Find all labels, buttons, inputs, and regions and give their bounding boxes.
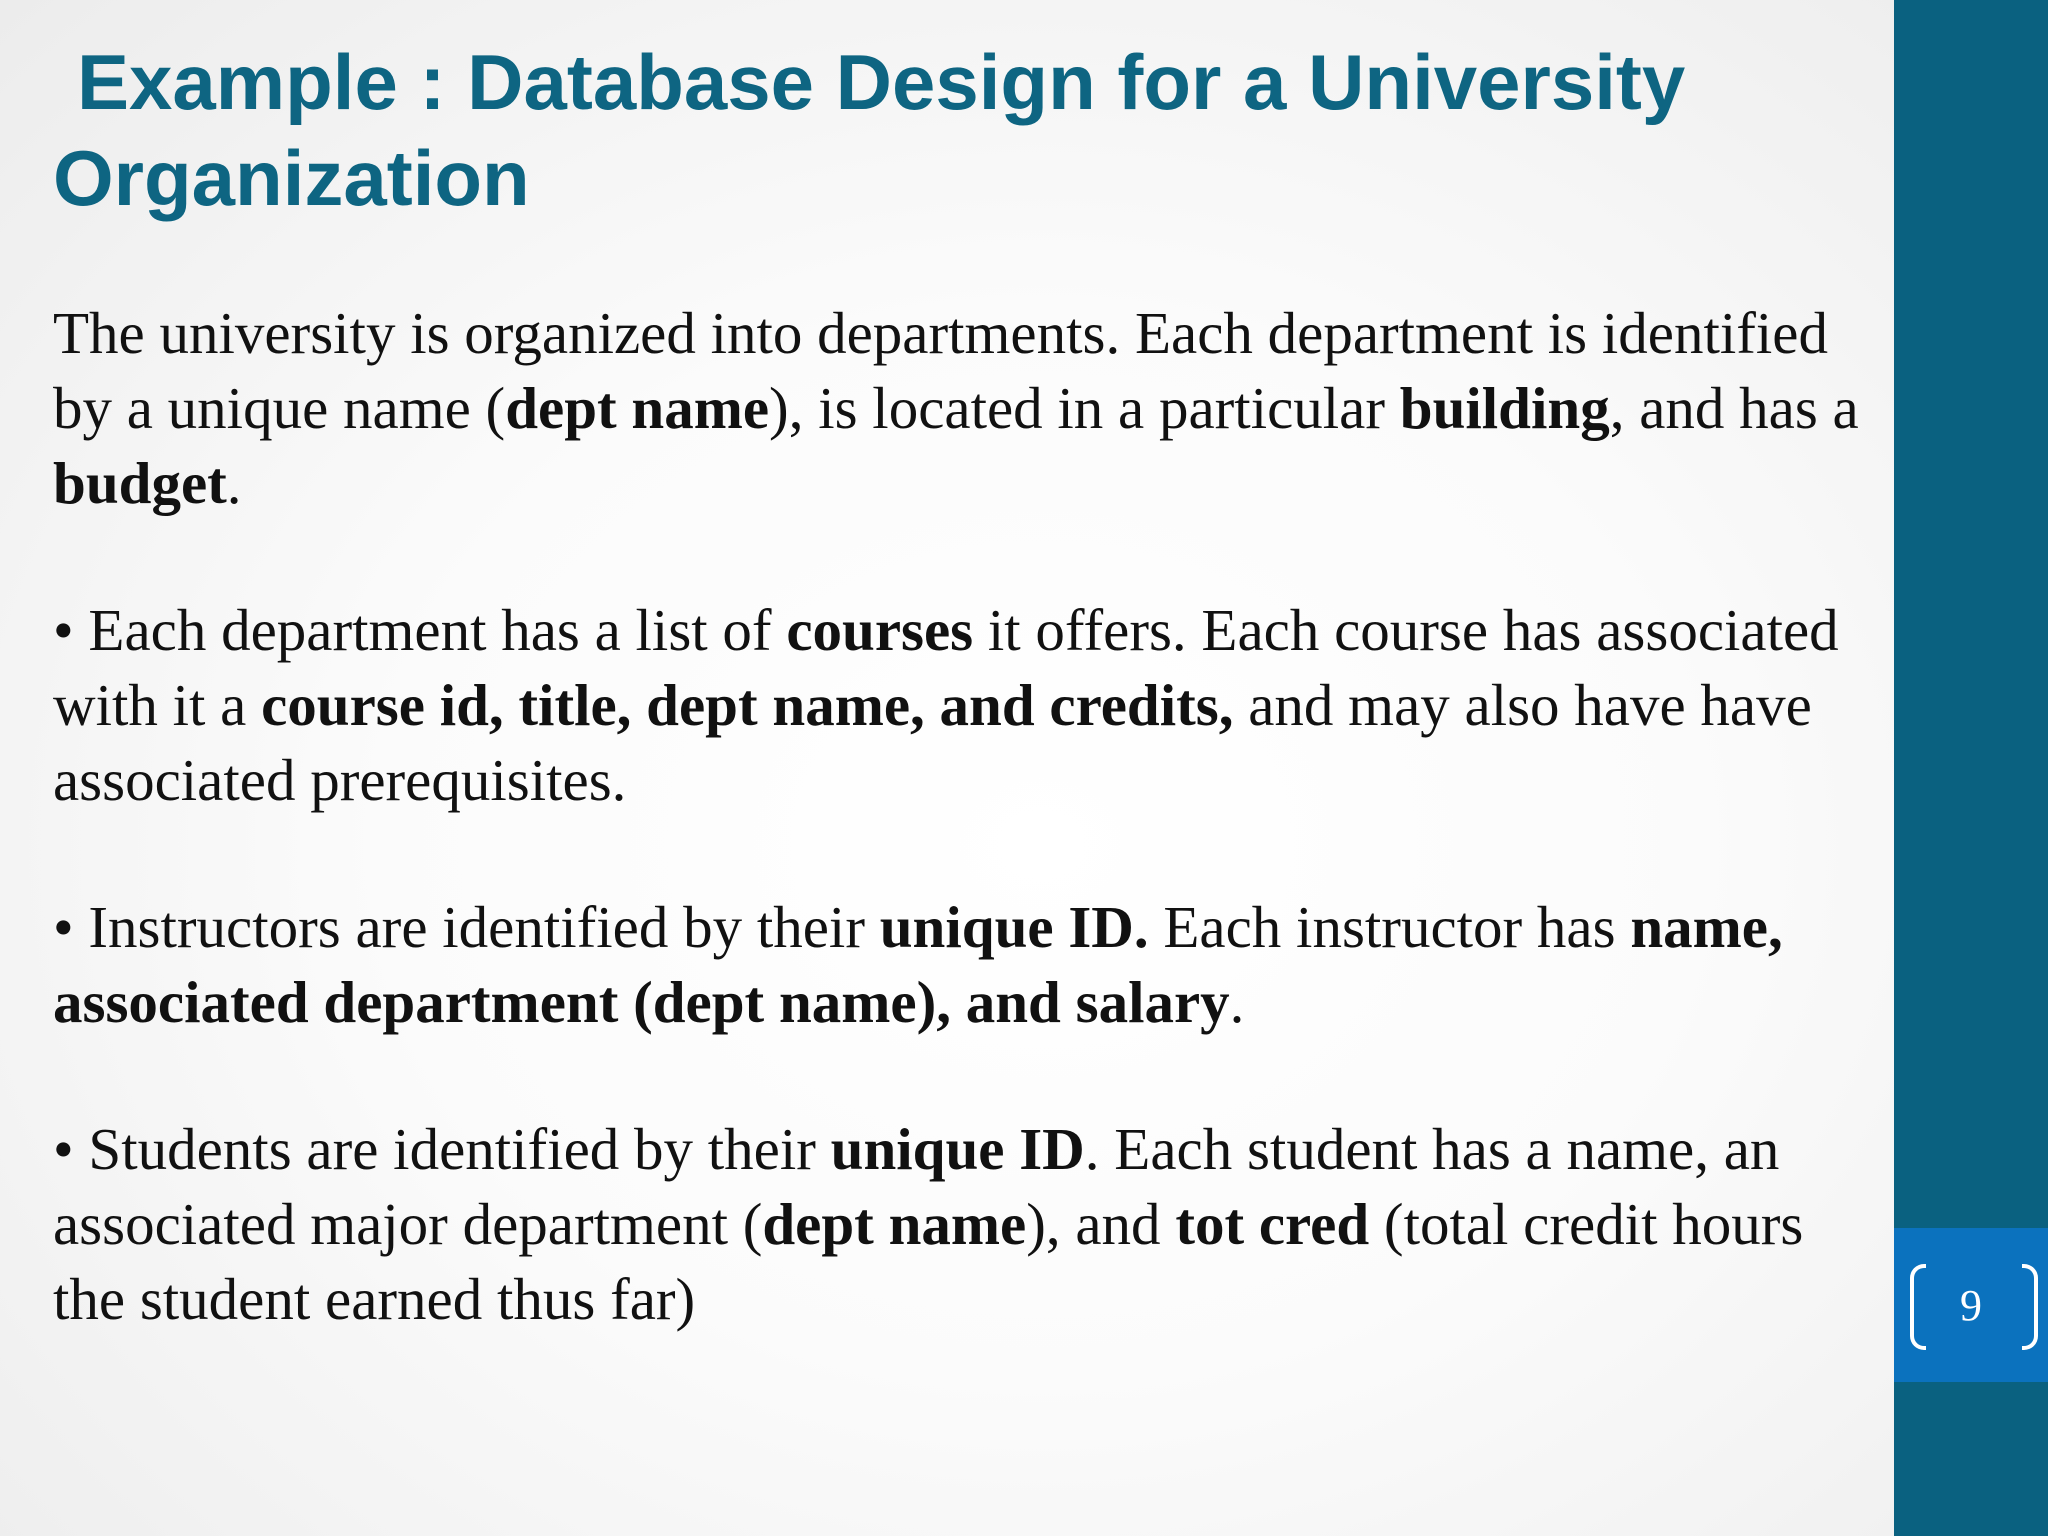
slide-body (53, 296, 1883, 1337)
right-bracket-icon (2022, 1264, 2038, 1350)
text-run: Each instructor has (1148, 894, 1631, 960)
text-run: , and has a (1609, 375, 1859, 441)
bold-term-unique-id: unique ID (830, 1116, 1085, 1182)
text-run: The university is organized into departments. Each department is identified by a unique name ( (53, 300, 1828, 441)
bullet-marker: • (53, 894, 74, 960)
bullet-instructors (53, 890, 1883, 1040)
bold-term-tot-cred: tot cred (1175, 1191, 1370, 1257)
slide-title-line-2: Organization (53, 134, 530, 222)
bold-term-dept-name: dept name (762, 1191, 1027, 1257)
bold-term-unique-id: unique ID. (879, 894, 1149, 960)
bold-term-building: building (1399, 375, 1610, 441)
slide-title (53, 34, 1873, 226)
bold-term-budget: budget (53, 450, 227, 516)
page-number: 9 (1960, 1281, 1982, 1330)
bullet-courses (53, 593, 1883, 818)
text-run: . (1229, 969, 1245, 1035)
paragraph-departments (53, 296, 1883, 521)
bullet-marker: • (53, 1116, 74, 1182)
text-run: and may also have have associated prerequisites. (53, 672, 1812, 813)
bold-term-course-attributes: course id, title, dept name, and credits, (261, 672, 1234, 738)
bullet-students (53, 1112, 1883, 1337)
text-run: it offers. Each course has associated with it a (53, 597, 1839, 738)
text-run: Each department has a list of (73, 597, 787, 663)
text-run: (total credit hours the student earned thus far) (53, 1191, 1804, 1332)
text-run: . (226, 450, 242, 516)
bullet-marker: • (53, 597, 74, 663)
bold-term-dept-name: dept name (505, 375, 770, 441)
text-run: ), and (1026, 1191, 1176, 1257)
text-run: Students are identified by their (73, 1116, 831, 1182)
text-run: ), is located in a particular (769, 375, 1400, 441)
bold-term-instructor-attributes: name, associated department (dept name), and salary (53, 894, 1783, 1035)
page-number-box (1894, 1228, 2048, 1382)
bold-term-courses: courses (786, 597, 974, 663)
slide-title-line-1: Example : Database Design for a University (77, 38, 1686, 126)
text-run: . Each student has a name, an associated major department ( (53, 1116, 1780, 1257)
text-run: Instructors are identified by their (73, 894, 880, 960)
